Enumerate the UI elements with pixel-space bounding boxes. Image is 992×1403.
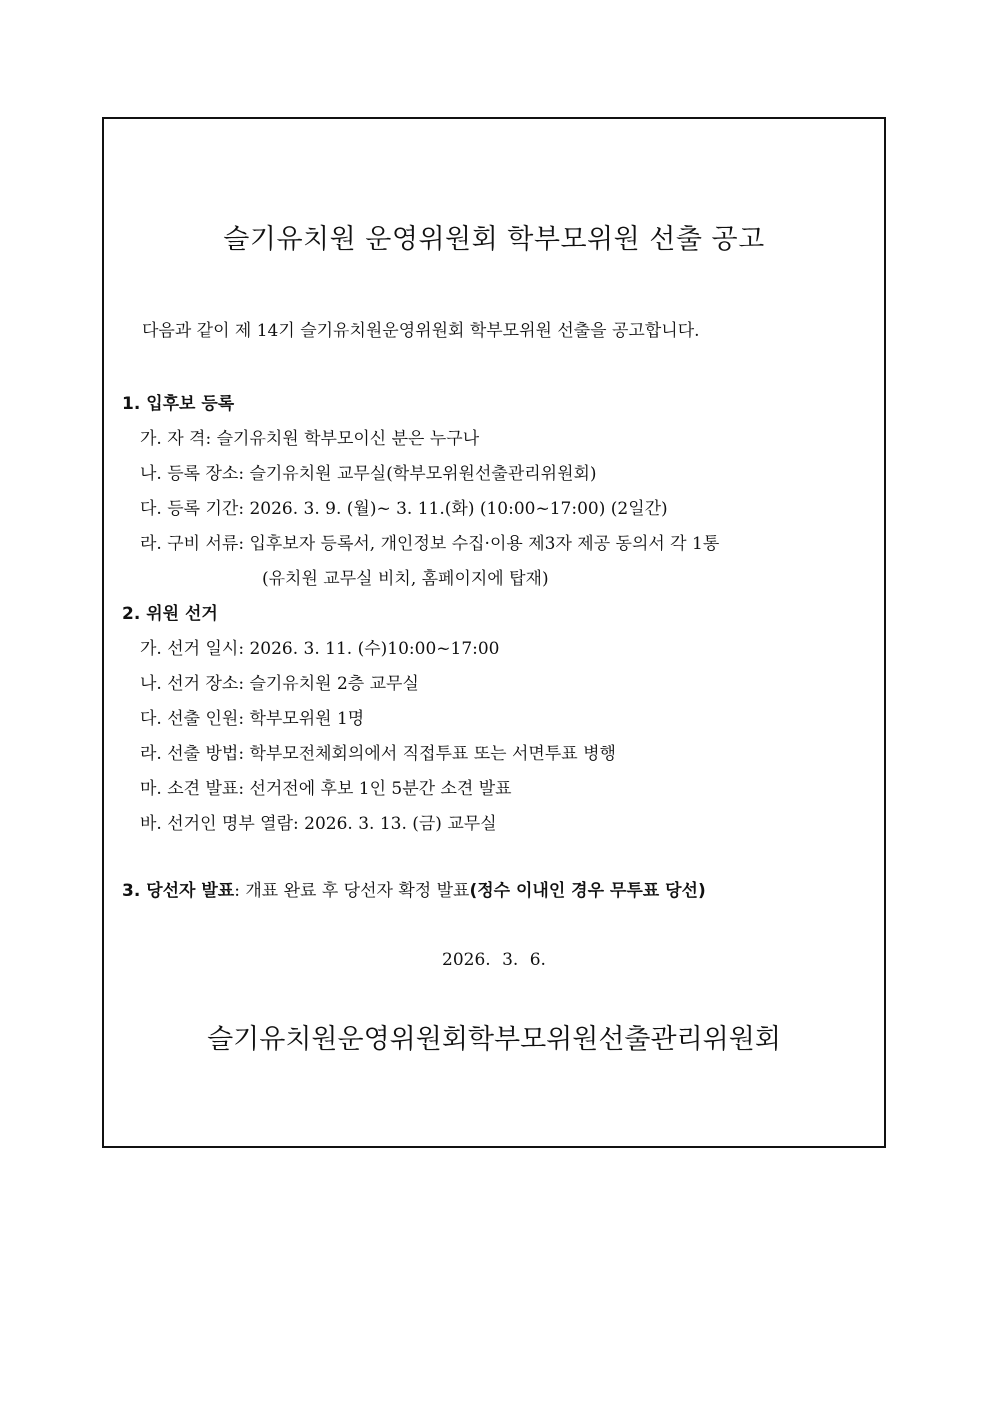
election-datetime: 가. 선거 일시: 2026. 3. 11. (수)10:00~17:00: [140, 639, 500, 659]
section-heading-registration: 1. 입후보 등록: [122, 394, 235, 414]
notice-title: 슬기유치원 운영위원회 학부모위원 선출 공고: [223, 224, 765, 255]
registration-period: 다. 등록 기간: 2026. 3. 9. (월)~ 3. 11.(화) (10:00~17:00) (2일간): [140, 499, 668, 519]
registration-documents-note: (유치원 교무실 비치, 홈페이지에 탑재): [262, 569, 549, 589]
registration-qualification: 가. 자 격: 슬기유치원 학부모이신 분은 누구나: [140, 429, 480, 449]
notice-intro: 다음과 같이 제 14기 슬기유치원운영위원회 학부모위원 선출을 공고합니다.: [142, 321, 700, 341]
election-seats: 다. 선출 인원: 학부모위원 1명: [140, 709, 365, 729]
registration-place: 나. 등록 장소: 슬기유치원 교무실(학부모위원선출관리위원회): [140, 464, 597, 484]
election-speech: 마. 소견 발표: 선거전에 후보 1인 5분간 소견 발표: [140, 779, 512, 799]
section-heading-election: 2. 위원 선거: [122, 604, 218, 624]
election-place: 나. 선거 장소: 슬기유치원 2층 교무실: [140, 674, 419, 694]
notice-date: 2026. 3. 6.: [442, 950, 546, 970]
result-note: (정수 이내인 경우 무투표 당선): [469, 881, 706, 901]
registration-documents: 라. 구비 서류: 입후보자 등록서, 개인정보 수집·이용 제3자 제공 동의서 각 1통: [140, 534, 720, 554]
result-text: : 개표 완료 후 당선자 확정 발표: [234, 881, 470, 901]
issuing-organization: 슬기유치원운영위원회학부모위원선출관리위원회: [207, 1024, 781, 1055]
notice-frame: [102, 117, 886, 1148]
result-announcement: [122, 876, 706, 901]
election-voter-roll: 바. 선거인 명부 열람: 2026. 3. 13. (금) 교무실: [140, 814, 497, 834]
election-method: 라. 선출 방법: 학부모전체회의에서 직접투표 또는 서면투표 병행: [140, 744, 616, 764]
result-label: 3. 당선자 발표: [122, 881, 235, 901]
